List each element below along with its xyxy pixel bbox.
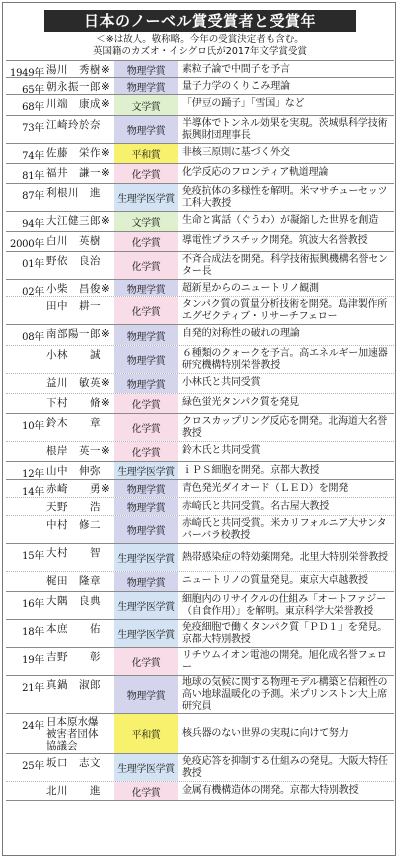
achievement-description: 細胞内のリサイクルの仕組み「オートファジー（自食作用）」を解明。東京科学大栄誉教授 [182, 593, 386, 617]
prize-category: 物理学賞 [114, 325, 178, 345]
award-year: 12年 [22, 469, 44, 480]
laureate-name: 中村 修二 [46, 519, 101, 531]
laureate-name: 湯川 秀樹※ [46, 64, 111, 76]
award-year: 68年 [22, 102, 44, 113]
award-year [6, 442, 44, 461]
award-year: 15年 [22, 551, 44, 562]
achievement-description: クロスカップリング反応を開発。北海道大名誉教授 [182, 415, 388, 439]
award-year: 18年 [22, 627, 44, 638]
achievement-description: 非核三原則に基づく外交 [182, 147, 290, 158]
laureate-row [6, 713, 394, 753]
laureate-name: 鈴木 章 [46, 417, 101, 429]
laureate-name: 南部陽一郎※ [46, 328, 111, 340]
prize-category: 化学賞 [114, 414, 178, 441]
laureate-row [6, 515, 394, 543]
prize-category: 文学賞 [114, 212, 178, 231]
award-year: 19年 [22, 655, 44, 666]
laureate-name: 吉野 彰 [46, 651, 101, 663]
achievement-description: 導電性プラスチック開発。筑波大名誉教授 [182, 235, 368, 246]
prize-category: 物理学賞 [114, 346, 178, 373]
award-year [6, 782, 44, 800]
laureate-name: 大江健三郎※ [46, 215, 111, 227]
laureate-row [6, 231, 394, 251]
laureate-row [6, 183, 394, 211]
prize-category: 化学賞 [114, 252, 178, 279]
laureate-name: 白川 英樹 [46, 235, 101, 247]
award-year: 01年 [22, 259, 44, 270]
prize-category: 化学賞 [114, 782, 178, 800]
prize-category: 平和賞 [114, 714, 178, 753]
achievement-description: ６種類のクォークを予言。高エネルギー加速器研究機構特別栄誉教授 [182, 347, 388, 371]
laureate-name: 朝永振一郎※ [46, 81, 111, 93]
laureate-name: 真鍋 淑郎 [46, 679, 101, 691]
achievement-description: 地球の気候に関する物理モデル構築と信頼性の高い地球温暖化の予測。米プリンストン大上席研究員 [182, 676, 388, 712]
laureate-row [6, 115, 394, 143]
award-year [6, 346, 44, 373]
prize-category: 物理学賞 [114, 280, 178, 296]
prize-category: 物理学賞 [114, 676, 178, 713]
laureate-row [6, 324, 394, 345]
award-year: 74年 [22, 151, 44, 162]
achievement-description: 免疫抗体の多様性を解明。米マサチューセッツ工科大教授 [182, 185, 388, 209]
prize-category: 物理学賞 [114, 78, 178, 94]
prize-category: 物理学賞 [114, 516, 178, 543]
achievement-description: 小林氏と共同受賞 [182, 377, 261, 388]
prize-category: 化学賞 [114, 442, 178, 461]
laureate-name: 北川 進 [46, 785, 101, 797]
achievement-description: 不斉合成法を開発。科学技術振興機構名誉センター長 [182, 253, 388, 277]
laureate-row [6, 413, 394, 441]
laureate-row [6, 279, 394, 296]
award-year: 94年 [22, 219, 44, 230]
achievement-description: リチウムイオン電池の開発。旭化成名誉フェロー [182, 649, 387, 673]
award-year: 87年 [22, 191, 44, 202]
prize-category: 生理学医学賞 [114, 462, 178, 479]
laureate-row [6, 393, 394, 413]
award-year: 14年 [22, 487, 44, 498]
note-line-2: 英国籍のカズオ・イシグロ氏が2017年文学賞受賞 [93, 46, 307, 57]
laureate-row [6, 77, 394, 94]
laureate-name: 田中 耕一 [46, 300, 101, 312]
laureate-name: 下村 脩※ [46, 397, 111, 409]
laureate-row [6, 497, 394, 515]
laureate-row [6, 373, 394, 393]
laureate-row [6, 591, 394, 619]
prize-category: 化学賞 [114, 232, 178, 251]
laureate-table [6, 60, 394, 801]
laureate-row [6, 251, 394, 279]
laureate-name: 利根川 進 [46, 187, 101, 199]
achievement-description: 赤崎氏と共同受賞。名古屋大教授 [182, 501, 329, 512]
laureate-row [6, 675, 394, 713]
prize-category: 物理学賞 [114, 480, 178, 497]
achievement-description: ｉＰＳ細胞を開発。京都大教授 [182, 465, 320, 476]
laureate-name: 小林 誠 [46, 349, 101, 361]
award-year [6, 374, 44, 393]
laureate-name: 川端 康成※ [46, 98, 111, 110]
achievement-description: 熱帯感染症の特効薬開発。北里大特別栄誉教授 [182, 551, 388, 563]
prize-category: 物理学賞 [114, 572, 178, 591]
achievement-description: 超新星からのニュートリノ観測 [182, 283, 319, 294]
prize-category: 化学賞 [114, 164, 178, 183]
award-year: 25年 [22, 761, 44, 772]
page-title: 日本のノーベル賞受賞者と受賞年 [44, 10, 356, 32]
laureate-row [6, 479, 394, 497]
prize-category: 物理学賞 [114, 116, 178, 143]
prize-category: 化学賞 [114, 297, 178, 324]
award-year: 08年 [22, 332, 44, 343]
laureate-row [6, 781, 394, 801]
laureate-name: 益川 敏英※ [46, 377, 111, 389]
achievement-description: 半導体でトンネル効果を実現。茨城県科学技術振興財団理事長 [182, 117, 388, 141]
laureate-row [6, 647, 394, 675]
award-year [6, 516, 44, 543]
prize-category: 物理学賞 [114, 374, 178, 393]
prize-category: 物理学賞 [114, 498, 178, 515]
award-year: 2000年 [10, 239, 44, 250]
award-year [6, 394, 44, 413]
award-year [6, 572, 44, 591]
achievement-description: 免疫細胞で働くタンパク質「ＰＤ１」を発見。京都大特別教授 [182, 621, 388, 645]
laureate-row [6, 60, 394, 77]
award-year: 21年 [22, 683, 44, 694]
award-year: 81年 [22, 171, 44, 182]
achievement-description: 量子力学のくりこみ理論 [182, 81, 290, 92]
achievement-description: 免疫応答を抑制する仕組みの発見。大阪大特任教授 [182, 755, 388, 779]
laureate-name: 佐藤 栄作※ [46, 147, 111, 159]
laureate-row [6, 619, 394, 647]
laureate-name: 福井 謙一※ [46, 167, 111, 179]
prize-category: 生理学医学賞 [114, 592, 178, 619]
prize-category: 生理学医学賞 [114, 754, 178, 781]
achievement-description: 自発的対称性の破れの理論 [182, 328, 300, 339]
laureate-name: 赤崎 勇※ [46, 483, 111, 495]
award-year: 1949年 [10, 68, 44, 79]
achievement-description: 鈴木氏と共同受賞 [182, 445, 261, 456]
laureate-name: 根岸 英一※ [46, 445, 111, 457]
award-year: 16年 [22, 599, 44, 610]
achievement-description: 核兵器のない世界の実現に向けて努力 [182, 727, 349, 739]
achievement-description: タンパク質の質量分析技術を開発。島津製作所エグゼクティブ・リサーチフェロー [182, 298, 388, 322]
laureate-row [6, 94, 394, 115]
laureate-name: 本庶 佑 [46, 623, 101, 635]
laureate-row [6, 753, 394, 781]
achievement-description: 生命と寓話（ぐうわ）が凝縮した世界を創造 [182, 215, 378, 226]
achievement-description: 緑色蛍光タンパク質を発見 [182, 397, 299, 408]
note-line-1: ＜※は故人。敬称略。今年の受賞決定者も含む。 [96, 34, 304, 45]
prize-category: 生理学医学賞 [114, 620, 178, 647]
award-year: 73年 [22, 123, 44, 134]
achievement-description: 金属有機構造体の開発。京都大特別教授 [182, 785, 359, 796]
laureate-row [6, 571, 394, 591]
laureate-name: 野依 良治 [46, 255, 101, 267]
laureate-name: 小柴 昌俊※ [46, 283, 111, 295]
prize-category: 平和賞 [114, 144, 178, 163]
award-year [6, 498, 44, 515]
prize-category: 生理学医学賞 [114, 184, 178, 211]
award-year: 65年 [22, 85, 44, 96]
laureate-name: 日本原水爆 被害者団体 協議会 [46, 715, 99, 752]
award-year: 24年 [22, 721, 44, 732]
laureate-row [6, 211, 394, 231]
laureate-row [6, 143, 394, 163]
prize-category: 化学賞 [114, 394, 178, 413]
achievement-description: 赤崎氏と共同受賞。米カリフォルニア大サンタバーバラ校教授 [182, 517, 387, 541]
prize-category: 化学賞 [114, 648, 178, 675]
prize-category: 文学賞 [114, 95, 178, 115]
laureate-name: 天野 浩 [46, 501, 101, 513]
laureate-row [6, 461, 394, 479]
laureate-name: 江崎玲於奈 [46, 119, 101, 131]
achievement-description: 化学反応のフロンティア軌道理論 [182, 167, 329, 178]
laureate-name: 坂口 志文 [46, 757, 101, 769]
achievement-description: 素粒子論で中間子を予言 [182, 64, 290, 75]
laureate-row [6, 296, 394, 324]
award-year: 02年 [22, 287, 44, 298]
laureate-name: 大隅 良典 [46, 595, 101, 607]
prize-category: 生理学医学賞 [114, 544, 178, 571]
award-year: 10年 [22, 421, 44, 432]
laureate-name: 梶田 隆章 [46, 575, 101, 587]
laureate-row [6, 345, 394, 373]
laureate-name: 山中 伸弥 [46, 465, 101, 477]
laureate-row [6, 543, 394, 571]
prize-category: 物理学賞 [114, 61, 178, 77]
laureate-row [6, 441, 394, 461]
achievement-description: 「伊豆の踊子」「雪国」など [182, 98, 305, 109]
award-year [6, 297, 44, 324]
laureate-row [6, 163, 394, 183]
achievement-description: 青色発光ダイオード（ＬＥＤ）を開発 [182, 483, 349, 494]
achievement-description: ニュートリノの質量発見。東京大卓越教授 [182, 575, 368, 586]
laureate-name: 大村 智 [46, 547, 101, 559]
